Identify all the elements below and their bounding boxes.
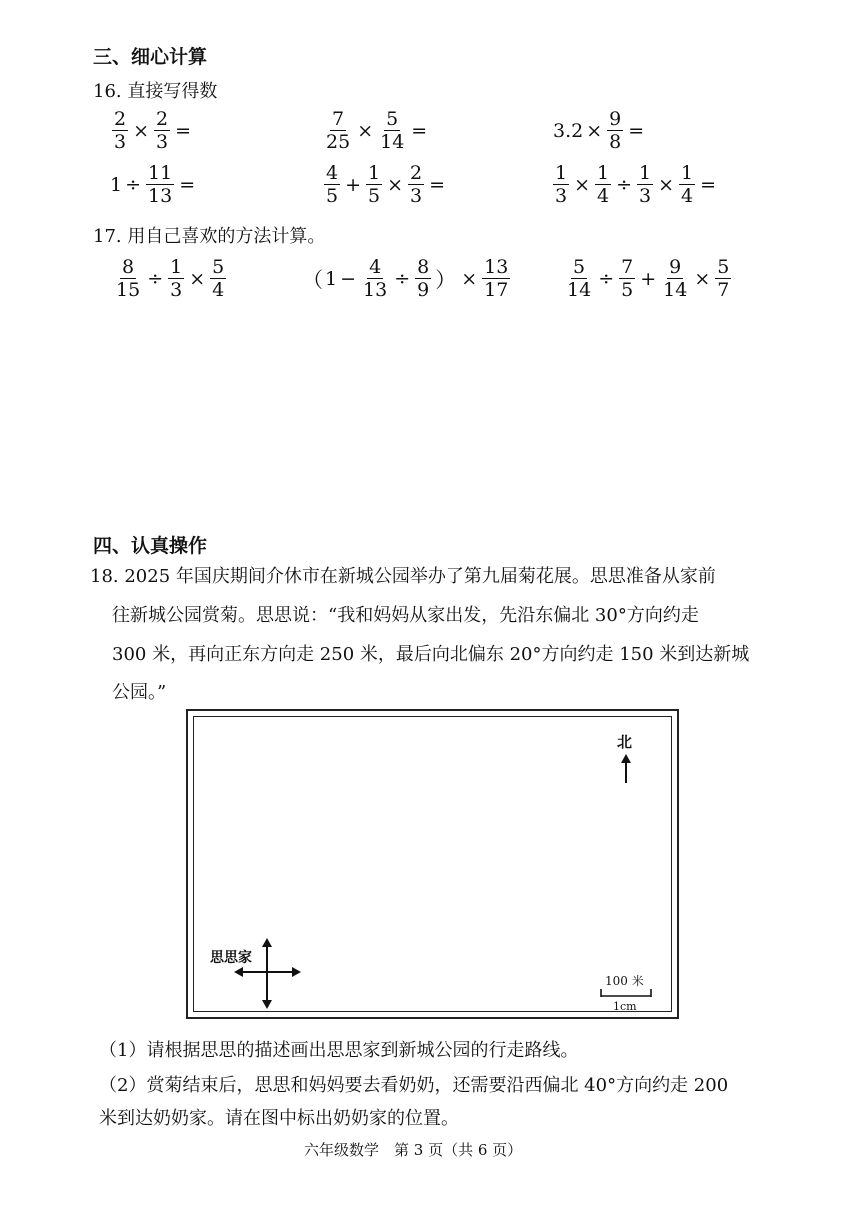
q17-expr-1: $\frac{8}{15}$ ÷ $\frac{1}{3}$ × $\frac{5}{4}$ — [116, 256, 225, 301]
scale-bar — [601, 989, 651, 997]
q18-sub2-line-2: 米到达奶奶家。请在图中标出奶奶家的位置。 — [99, 1108, 459, 1129]
q16-expr-2: $\frac{7}{25}$ × $\frac{5}{14}$ = — [326, 108, 428, 153]
q17-label: 17. 用自己喜欢的方法计算。 — [93, 226, 326, 247]
section4-title: 四、认真操作 — [93, 535, 208, 557]
scale-unit: 1cm — [613, 1000, 637, 1013]
q16-expr-6: $\frac{1}{3}$ × $\frac{1}{4}$ ÷ $\frac{1}{3}$ × $\frac{1}{4}$ = — [555, 162, 717, 207]
map-area[interactable] — [186, 709, 679, 1019]
q18-line-1: 18. 2025 年国庆期间介休市在新城公园举办了第九届菊花展。思思准备从家前 — [90, 566, 716, 587]
q18-line-2: 往新城公园赏菊。思思说：“我和妈妈从家出发，先沿东偏北 30°方向约走 — [112, 605, 699, 626]
q17-expr-3: $\frac{5}{14}$ ÷ $\frac{7}{5}$ + $\frac{9}{14}$ × $\frac{5}{7}$ — [567, 256, 730, 301]
q16-expr-5: $\frac{4}{5}$ + $\frac{1}{5}$ × $\frac{2}{3}$ = — [326, 162, 446, 207]
scale-label: 100 米 — [605, 974, 644, 988]
q16-expr-1: $\frac{2}{3}$ × $\frac{2}{3}$ = — [114, 108, 192, 153]
q18-sub1: （1）请根据思思的描述画出思思家到新城公园的行走路线。 — [99, 1040, 579, 1061]
north-label: 北 — [617, 733, 633, 751]
q18-sub2-line-1: （2）赏菊结束后，思思和妈妈要去看奶奶，还需要沿西偏北 40°方向约走 200 — [99, 1075, 729, 1096]
q16-expr-3: 3.2 × $\frac{9}{8}$ = — [553, 108, 645, 153]
page-footer: 六年级数学 第 3 页（共 6 页） — [304, 1141, 523, 1159]
q16-label: 16. 直接写得数 — [93, 81, 218, 102]
q17-expr-2: （ 1 − $\frac{4}{13}$ ÷ $\frac{8}{9}$ ） × $\frac{13}{17}$ — [302, 256, 509, 301]
q16-expr-4: 1 ÷ $\frac{11}{13}$ = — [110, 162, 196, 207]
q18-line-4: 公园。” — [112, 682, 167, 703]
section3-title: 三、细心计算 — [93, 46, 208, 68]
home-label: 思思家 — [210, 950, 252, 966]
q18-line-3: 300 米，再向正东方向走 250 米，最后向北偏东 20°方向约走 150 米到达新城 — [112, 644, 750, 665]
north-arrow-icon — [621, 754, 631, 783]
